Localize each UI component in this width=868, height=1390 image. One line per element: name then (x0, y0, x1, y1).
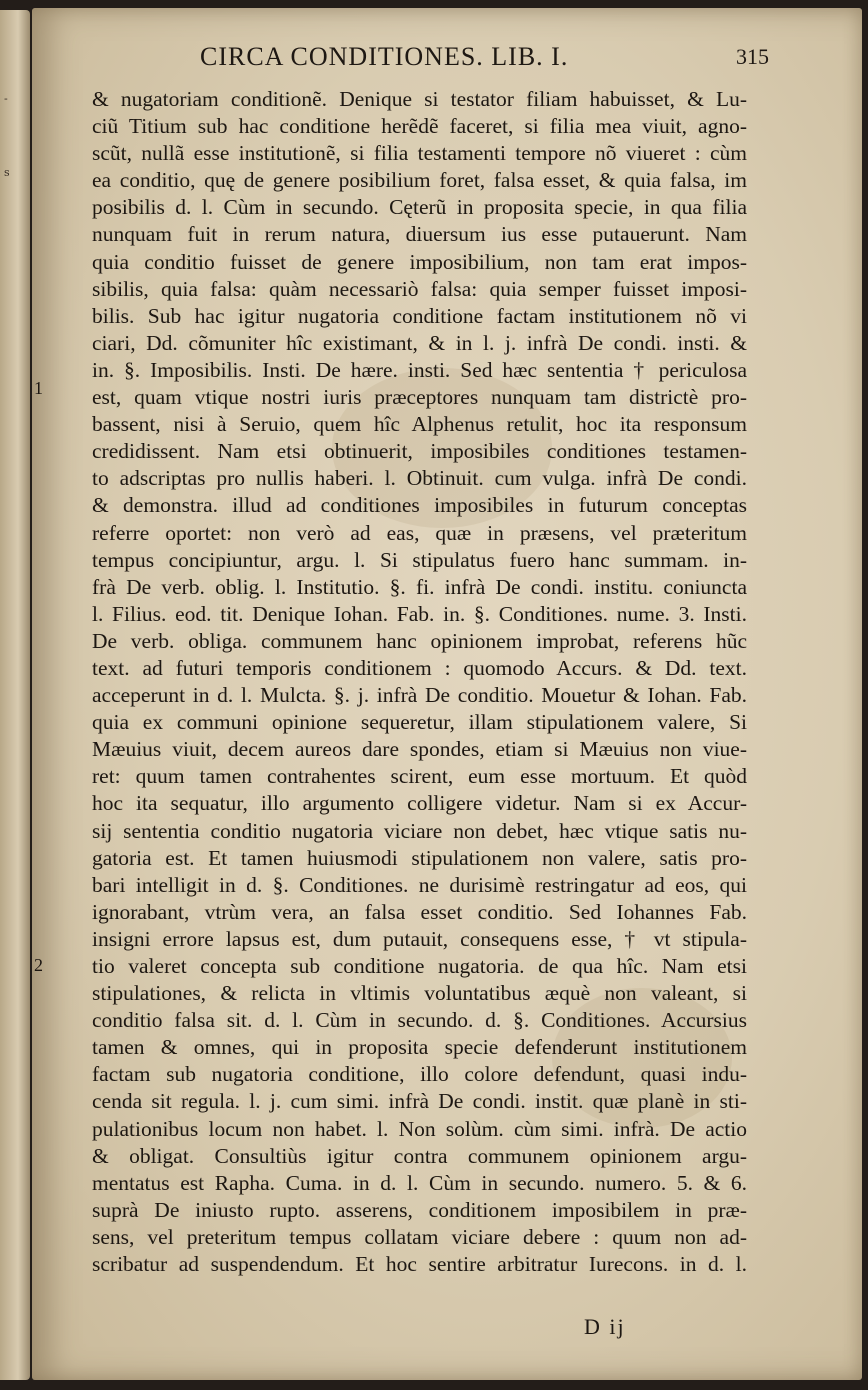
text-line: in. §. Imposibilis. Insti. De hære. insti. Sed hæc sententia † periculosa (92, 357, 747, 382)
text-line: ignorabant, vtrùm vera, an falsa esset conditio. Sed Iohannes Fab. (92, 899, 747, 924)
text-line: cenda sit regula. l. j. cum simi. infrà De condi. instit. quæ planè in sti- (92, 1089, 747, 1114)
text-line: posibilis d. l. Cùm in secundo. Cęterũ in proposita specie, in qua filia (92, 195, 747, 220)
text-line: gatoria est. Et tamen huiusmodi stipulationem non valere, satis pro- (92, 845, 747, 870)
text-line: referre oportet: non verò ad eas, quæ in præsens, vel præteritum (92, 520, 747, 545)
text-line: text. ad futuri temporis conditionem : quomodo Accurs. & Dd. text. (92, 655, 747, 680)
text-line: scũt, nullã esse institutionẽ, si filia testamenti tempore nõ viueret : cùm (92, 141, 747, 166)
left-page-mark: - (4, 92, 8, 105)
text-line: quia conditio fuisset de genere imposibilium, non tam erat impos- (92, 249, 747, 274)
text-line: insigni errore lapsus est, dum putauit, consequens esse, † vt stipula- (92, 926, 747, 951)
text-line: & nugatoriam conditionẽ. Denique si testator filiam habuisset, & Lu- (92, 87, 747, 111)
text-line: sibilis, quia falsa: quàm necessariò falsa: quia semper fuisset imposi- (92, 276, 747, 301)
text-line: pulationibus locum non habet. l. Non solùm. cùm simi. infrà. De actio (92, 1116, 747, 1141)
text-line: Mæuius viuit, decem aureos dare spondes, etiam si Mæuius non viue- (92, 737, 747, 762)
text-line: est, quam vtique nostri iuris præceptores nunquam tam districtè pro- (92, 385, 747, 410)
text-line: bassent, nisi à Seruio, quem hîc Alphenus retulit, hoc ita responsum (92, 412, 747, 437)
text-line: hoc ita sequatur, illo argumento colligere videtur. Nam si ex Accur- (92, 791, 747, 816)
margin-number: 2 (34, 955, 43, 975)
text-line: tio valeret concepta sub conditione nugatoria. de qua hîc. Nam etsi (92, 954, 747, 978)
book-page (32, 8, 862, 1380)
left-page-mark: s (4, 166, 10, 179)
text-line: l. Filius. eod. tit. Denique Iohan. Fab. in. §. Conditiones. nume. 3. Insti. (92, 601, 747, 626)
text-line: sij sententia conditio nugatoria viciare non debet, hæc vtique satis nu- (92, 818, 747, 843)
text-line: De verb. obliga. communem hanc opinionem improbat, referens hũc (92, 628, 747, 653)
text-line: ciũ Titium sub hac conditione herẽdẽ faceret, si filia mea viuit, agno- (92, 114, 747, 139)
text-line: bilis. Sub hac igitur nugatoria conditione factam institutionem nõ vi (92, 303, 747, 328)
signature-mark: D ij (584, 1314, 626, 1339)
text-line: & demonstra. illud ad conditiones imposibiles in futurum conceptas (92, 493, 747, 518)
text-line: bari intelligit in d. §. Conditiones. ne durisimè restringatur ad eos, qui (92, 872, 747, 897)
text-line: suprà De iniusto rupto. asserens, conditionem imposibilem in præ- (92, 1197, 747, 1222)
text-line: to adscriptas pro nullis haberi. l. Obtinuit. cum vulga. infrà De condi. (92, 466, 747, 491)
running-head: CIRCA CONDITIONES. LIB. I. (200, 42, 569, 71)
text-line: quia ex communi opinione sequeretur, illam stipulationem valere, Si (92, 710, 747, 735)
text-line: factam sub nugatoria conditione, illo colore defendunt, quasi indu- (92, 1062, 747, 1087)
text-line: acceperunt in d. l. Mulcta. §. j. infrà De conditio. Mouetur & Iohan. Fab. (92, 683, 747, 708)
text-line: credidissent. Nam etsi obtinuerit, imposibiles conditiones testamen- (92, 439, 747, 464)
text-line: conditio falsa sit. d. l. Cùm in secundo. d. §. Conditiones. Accursius (92, 1008, 747, 1033)
text-line: & obligat. Consultiùs igitur contra communem opinionem argu- (92, 1143, 747, 1168)
text-line: stipulationes, & relicta in vltimis voluntatibus æquè non valeant, si (92, 981, 747, 1006)
text-line: mentatus est Rapha. Cuma. in d. l. Cùm in secundo. numero. 5. & 6. (92, 1170, 747, 1195)
text-line: nunquam fuit in rerum natura, diuersum ius esse putauerunt. Nam (92, 222, 747, 247)
text-line: sens, vel preteritum tempus collatam viciare debere : quum non ad- (92, 1224, 747, 1249)
text-line: scribatur ad suspendendum. Et hoc sentire arbitratur Iurecons. in d. l. (92, 1252, 747, 1277)
text-line: tamen & omnes, qui in proposita specie defenderunt institutionem (92, 1035, 747, 1060)
text-line: ciari, Dd. cõmuniter hîc existimant, & in l. j. infrà De condi. insti. & (92, 330, 747, 355)
text-line: ret: quum tamen contrahentes scirent, eum esse mortuum. Et quòd (92, 764, 747, 789)
left-page-edge (0, 10, 30, 1380)
body-text (92, 86, 747, 1278)
text-line: frà De verb. oblig. l. Institutio. §. fi. infrà De condi. institu. coniuncta (92, 574, 747, 599)
text-line: ea conditio, quę de genere posibilium foret, falsa esset, & quia falsa, im (92, 168, 747, 193)
margin-number: 1 (34, 378, 43, 398)
text-line: tempus concipiuntur, argu. l. Si stipulatus fuero hanc summam. in- (92, 547, 747, 572)
page-number: 315 (736, 44, 769, 69)
